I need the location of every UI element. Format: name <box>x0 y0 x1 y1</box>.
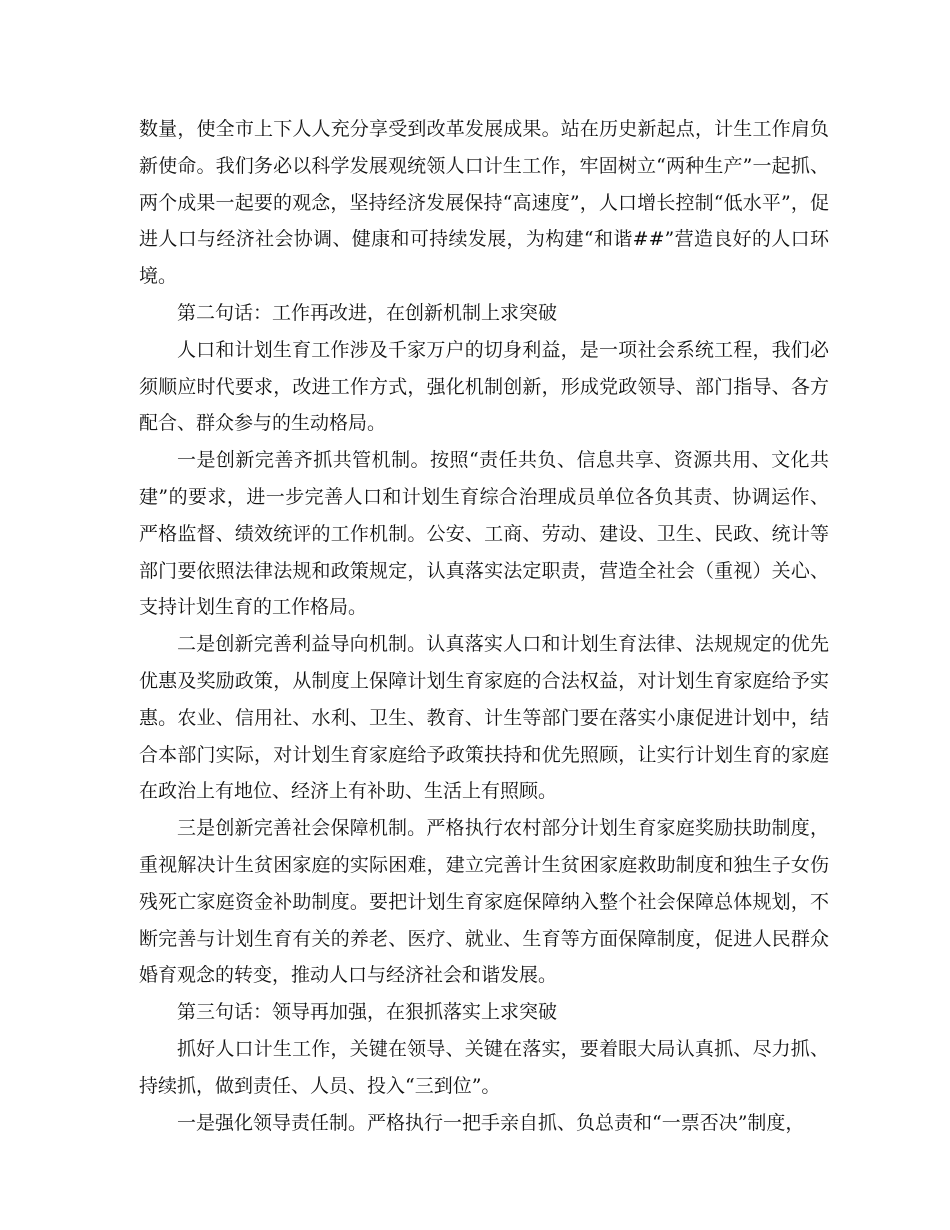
document-body <box>139 111 829 1141</box>
paragraph-intro-3: 抓好人口计生工作，关键在领导、关键在落实，要着眼大局认真抓、尽力抓、持续抓，做到责任、人员、投入“三到位”。 <box>139 1037 829 1097</box>
section-heading-2: 第二句话：工作再改进，在创新机制上求突破 <box>177 301 558 324</box>
paragraph-intro-2: 人口和计划生育工作涉及千家万户的切身利益，是一项社会系统工程，我们必须顺应时代要求，改进工作方式，强化机制创新，形成党政领导、部门指导、各方配合、群众参与的生动格局。 <box>139 338 829 435</box>
paragraph-continuation: 数量，使全市上下人人充分享受到改革发展成果。站在历史新起点，计生工作肩负新使命。我们务必以科学发展观统领人口计生工作，牢固树立“两种生产”一起抓、两个成果一起要的观念，坚持经济发展保持“高速度”，人口增长控制“低水平”，促进人口与经济社会协调、健康和可持续发展，为构建“和谐##”营造良好的人口环境。 <box>139 118 829 288</box>
paragraph-mechanism-1: 一是创新完善齐抓共管机制。按照“责任共负、信息共享、资源共用、文化共建”的要求，进一步完善人口和计划生育综合治理成员单位各负其责、协调运作、严格监督、绩效统评的工作机制。公安、工商、劳动、建设、卫生、民政、统计等部门要依照法律法规和政策规定，认真落实法定职责，营造全社会（重视）关心、支持计划生育的工作格局。 <box>139 449 829 619</box>
paragraph-leadership-1: 一是强化领导责任制。严格执行一把手亲自抓、负总责和“一票否决”制度， <box>177 1111 805 1134</box>
paragraph-mechanism-3: 三是创新完善社会保障机制。严格执行农村部分计划生育家庭奖励扶助制度，重视解决计生贫困家庭的实际困难，建立完善计生贫困家庭救助制度和独生子女伤残死亡家庭资金补助制度。要把计划生育家庭保障纳入整个社会保障总体规划，不断完善与计划生育有关的养老、医疗、就业、生育等方面保障制度，促进人民群众婚育观念的转变，推动人口与经济社会和谐发展。 <box>139 817 829 987</box>
section-heading-3: 第三句话：领导再加强，在狠抓落实上求突破 <box>177 1001 558 1024</box>
paragraph-mechanism-2: 二是创新完善利益导向机制。认真落实人口和计划生育法律、法规规定的优先优惠及奖励政策，从制度上保障计划生育家庭的合法权益，对计划生育家庭给予实惠。农业、信用社、水利、卫生、教育、计生等部门要在落实小康促进计划中，结合本部门实际，对计划生育家庭给予政策扶持和优先照顾，让实行计划生育的家庭在政治上有地位、经济上有补助、生活上有照顾。 <box>139 633 829 803</box>
